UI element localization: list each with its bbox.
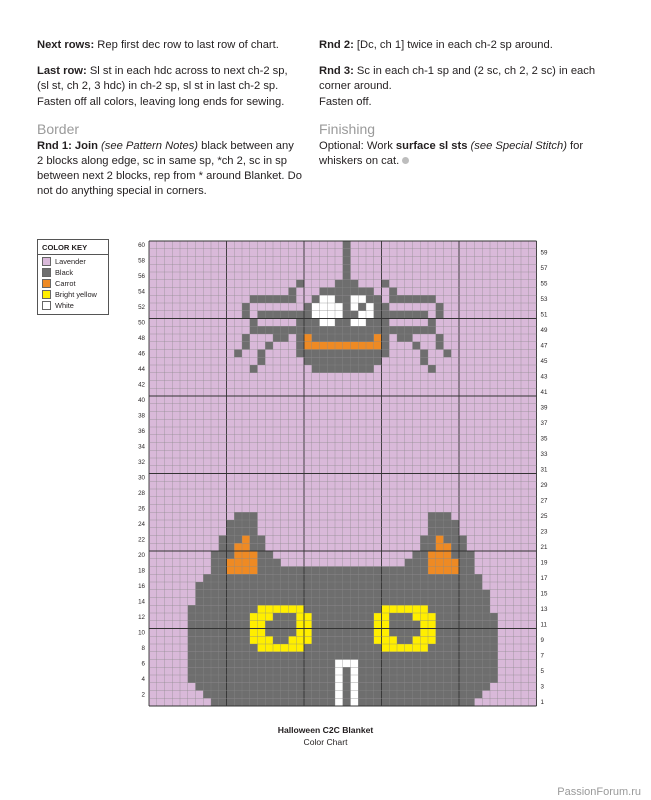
right-axis-tick-label: 57 xyxy=(540,265,548,273)
chart-cell-run xyxy=(343,272,351,280)
chart-cell-run xyxy=(351,675,359,683)
chart-cell-run xyxy=(234,350,242,358)
chart-cell-run xyxy=(343,249,351,257)
right-axis-tick-label: 33 xyxy=(540,451,548,459)
rnd3-label: Rnd 3: xyxy=(319,65,354,78)
right-axis-tick-label: 39 xyxy=(540,404,548,412)
chart-cell-run xyxy=(242,311,250,319)
right-axis-tick-label: 17 xyxy=(540,575,548,583)
chart-cell-run xyxy=(413,342,421,350)
chart-cell-run xyxy=(420,357,428,365)
chart-cell-run xyxy=(335,698,343,706)
rnd3-fasten-off: Fasten off. xyxy=(319,95,372,108)
chart-cell-run xyxy=(351,303,359,311)
chart-cell-run xyxy=(250,365,258,373)
chart-cell-run xyxy=(343,264,351,272)
chart-cell-run xyxy=(258,350,266,358)
right-axis-tick-label: 23 xyxy=(540,528,548,536)
right-axis-tick-label: 15 xyxy=(540,590,548,598)
finishing-notes: (see Special Stitch) xyxy=(467,139,567,152)
chart-cell-run xyxy=(343,257,351,265)
rnd3-text: Sc in each ch-1 sp and (2 sc, ch 2, 2 sc) in each corner around. xyxy=(319,65,596,93)
right-axis-tick-label: 55 xyxy=(540,280,548,288)
chart-cell-run xyxy=(234,551,257,559)
chart-cell-run xyxy=(289,288,297,296)
right-axis-tick-label: 19 xyxy=(540,559,548,567)
right-axis-tick-label: 49 xyxy=(540,327,548,335)
right-axis-tick-label: 41 xyxy=(540,389,548,397)
right-axis-tick-label: 37 xyxy=(540,420,548,428)
chart-cell-run xyxy=(444,350,452,358)
chart-cell-run xyxy=(428,512,451,520)
chart-cell-run xyxy=(242,334,250,342)
color-key-label: White xyxy=(55,301,74,310)
chart-cell-run xyxy=(436,342,444,350)
rnd1-text: black between any 2 blocks along edge, sc in same sp, *ch 2, sc in sp between next 2 blocks, rep from * around Blanket. Do not do anything special in corners. xyxy=(37,139,302,198)
last-row-text: Sl st in each hdc across to next ch-2 sp, (sl st, ch 2, 3 hdc) in ch-2 sp, sl st in last ch-2 sp. Fasten off all colors, leaving long ends for sewing. xyxy=(37,65,288,108)
chart-cell-run xyxy=(335,683,343,691)
left-axis-tick-label: 16 xyxy=(138,582,145,590)
left-axis-tick-label: 60 xyxy=(138,241,145,249)
chart-cell-run xyxy=(351,683,359,691)
finishing-heading: Finishing xyxy=(319,120,376,137)
chart-cell-run xyxy=(335,691,343,699)
left-axis-tick-label: 6 xyxy=(141,660,145,668)
chart-cell-run xyxy=(428,319,436,327)
left-axis-tick-label: 8 xyxy=(141,644,145,652)
right-axis-tick-label: 47 xyxy=(540,342,548,350)
chart-cell-run xyxy=(250,319,258,327)
left-axis-tick-label: 32 xyxy=(138,458,145,466)
finishing-post: for whiskers on cat. xyxy=(319,139,584,168)
left-axis-tick-label: 14 xyxy=(138,598,145,606)
chart-cell-run xyxy=(188,605,490,613)
chart-cell-run xyxy=(258,357,266,365)
chart-cell-run xyxy=(351,667,359,675)
left-axis-tick-label: 2 xyxy=(141,691,145,699)
chart-cell-run xyxy=(436,334,444,342)
chart-cell-run xyxy=(335,675,343,683)
chart-cell-run xyxy=(335,280,358,288)
chart-caption-title: Halloween C2C Blanket xyxy=(277,725,374,735)
chart-cell-run xyxy=(351,691,359,699)
chart-cell-run xyxy=(242,303,250,311)
watermark: PassionForum.ru xyxy=(557,786,641,798)
chart-cell-run xyxy=(242,342,250,350)
chart-cell-run xyxy=(343,241,351,249)
right-axis-tick-label: 27 xyxy=(540,497,548,505)
next-rows-text: Rep first dec row to last row of chart. xyxy=(94,39,279,51)
right-axis-tick-label: 29 xyxy=(540,482,548,490)
right-axis-tick-label: 43 xyxy=(540,373,548,381)
left-axis-tick-label: 54 xyxy=(138,288,145,296)
right-axis-tick-label: 31 xyxy=(540,466,548,474)
chart-cell-run xyxy=(420,350,428,358)
left-axis-tick-label: 58 xyxy=(138,257,145,265)
right-axis-tick-label: 5 xyxy=(540,668,544,676)
chart-cell-run xyxy=(296,280,304,288)
right-axis-tick-label: 59 xyxy=(540,249,548,257)
chart-cell-run xyxy=(436,303,444,311)
right-axis-tick-label: 35 xyxy=(540,435,548,443)
left-axis-tick-label: 30 xyxy=(138,474,145,482)
chart-cell-run xyxy=(273,613,296,621)
right-axis-tick-label: 21 xyxy=(540,544,548,552)
left-axis-tick-label: 22 xyxy=(138,536,145,544)
left-axis-tick-label: 42 xyxy=(138,381,145,389)
chart-cell-run xyxy=(374,334,382,342)
chart-cell-run xyxy=(428,365,436,373)
right-axis-tick-label: 51 xyxy=(540,311,548,319)
chart-cell-run xyxy=(382,280,390,288)
left-axis-tick-label: 40 xyxy=(138,396,145,404)
chart-cell-run xyxy=(428,551,451,559)
finishing-pre: Optional: Work xyxy=(319,139,396,152)
right-axis-tick-label: 3 xyxy=(540,683,544,691)
chart-cell-run xyxy=(335,660,358,668)
chart-cell-run xyxy=(335,667,343,675)
color-key-label: Lavender xyxy=(55,257,86,266)
next-rows-label: Next rows: xyxy=(37,39,95,51)
chart-cell-run xyxy=(242,536,250,544)
color-key-label: Black xyxy=(55,268,74,277)
chart-cell-run xyxy=(304,334,312,342)
left-axis-tick-label: 26 xyxy=(138,505,145,513)
right-axis-tick-label: 7 xyxy=(540,652,544,660)
chart-cell-run xyxy=(320,288,374,296)
left-axis-tick-label: 38 xyxy=(138,412,145,420)
rnd1-notes: (see Pattern Notes) xyxy=(97,139,199,152)
rnd2-text: [Dc, ch 1] twice in each ch-2 sp around. xyxy=(353,39,553,51)
left-axis-tick-label: 52 xyxy=(138,303,145,311)
right-axis-tick-label: 53 xyxy=(540,296,548,304)
left-axis-tick-label: 36 xyxy=(138,427,145,435)
left-axis-tick-label: 44 xyxy=(138,365,145,373)
left-axis-tick-label: 4 xyxy=(141,675,145,683)
left-axis-tick-label: 18 xyxy=(138,567,145,575)
color-key-label: Carrot xyxy=(55,279,76,288)
right-axis-tick-label: 1 xyxy=(540,699,544,707)
right-axis-tick-label: 13 xyxy=(540,606,548,614)
right-axis-tick-label: 11 xyxy=(540,621,547,629)
color-key-label: Bright yellow xyxy=(55,290,97,299)
right-axis-tick-label: 9 xyxy=(540,637,544,645)
chart-cell-run xyxy=(351,698,359,706)
left-axis-tick-label: 34 xyxy=(138,443,145,451)
finishing-bold: surface sl sts xyxy=(395,139,468,152)
chart-cell-run xyxy=(389,613,412,621)
chart-cell-run xyxy=(234,512,257,520)
color-key-title: COLOR KEY xyxy=(38,242,108,255)
last-row-label: Last row: xyxy=(37,65,87,78)
chart-cell-run xyxy=(436,311,444,319)
chart-cell-run xyxy=(389,288,397,296)
left-axis-tick-label: 56 xyxy=(138,272,145,280)
left-axis-tick-label: 24 xyxy=(138,520,145,528)
rnd1-label: Rnd 1: Join xyxy=(37,139,98,152)
chart-cell-run xyxy=(436,536,444,544)
rnd2-label: Rnd 2: xyxy=(319,39,354,51)
chart-cell-run xyxy=(265,342,273,350)
left-axis-tick-label: 12 xyxy=(138,613,145,621)
right-axis-tick-label: 45 xyxy=(540,358,548,366)
left-axis-tick-label: 50 xyxy=(138,319,145,327)
left-axis-tick-label: 28 xyxy=(138,489,145,497)
chart-cell-run xyxy=(366,303,374,311)
chart-caption-subtitle: Color Chart xyxy=(303,737,348,747)
left-axis-tick-label: 46 xyxy=(138,350,145,358)
right-axis-tick-label: 25 xyxy=(540,513,548,521)
left-axis-tick-label: 10 xyxy=(138,629,145,637)
left-axis-tick-label: 20 xyxy=(138,551,145,559)
border-heading: Border xyxy=(37,120,80,137)
left-axis-tick-label: 48 xyxy=(138,334,145,342)
chart-cell-run xyxy=(196,582,483,590)
